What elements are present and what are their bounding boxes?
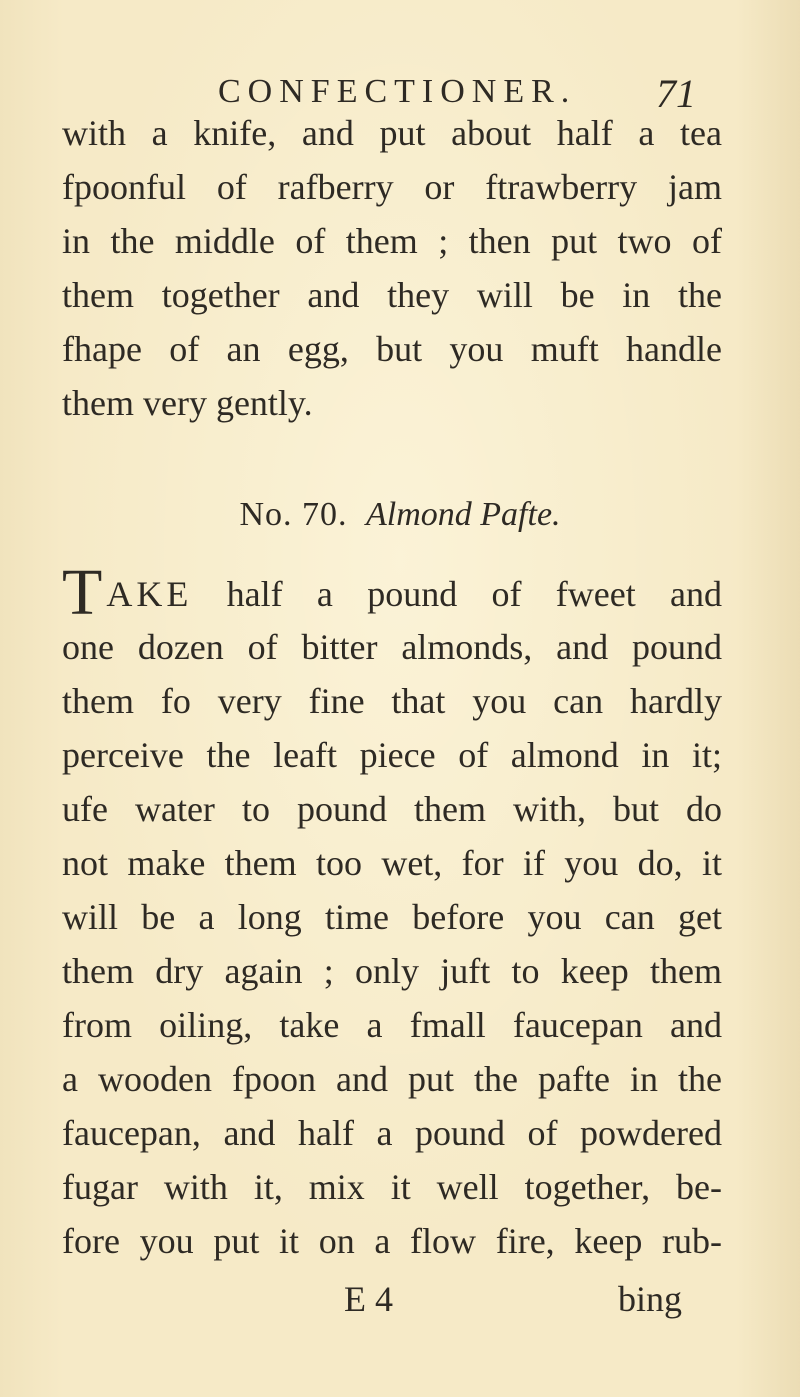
- text-line: a wooden fpoon and put the pafte in the: [62, 1059, 722, 1099]
- text-line: ufe water to pound them with, but do: [62, 789, 722, 829]
- running-head: CONFECTIONER.: [218, 73, 577, 110]
- signature-mark: E 4: [344, 1279, 393, 1319]
- text-line: one dozen of bitter almonds, and pound: [62, 627, 722, 667]
- recipe-number: No. 70.: [239, 496, 348, 533]
- text-line: fhape of an egg, but you muft handle: [62, 329, 722, 369]
- text-line: faucepan, and half a pound of powdered: [62, 1113, 722, 1153]
- opening-word-rest: AKE: [106, 574, 193, 614]
- text-line: not make them too wet, for if you do, it: [62, 843, 722, 883]
- recipe-heading: [0, 488, 800, 542]
- text-line: fpoonful of rafberry or ftrawberry jam: [62, 167, 722, 207]
- recipe-title: Almond Pafte.: [366, 496, 561, 533]
- opening-word: [62, 556, 193, 629]
- text-line: them fo very fine that you can hardly: [62, 681, 722, 721]
- text-line: in the middle of them ; then put two of: [62, 221, 722, 261]
- catchword: bing: [618, 1279, 683, 1319]
- page-number: 71: [656, 71, 696, 116]
- text-line: perceive the leaft piece of almond in it;: [62, 735, 722, 775]
- page-footer: [0, 1272, 800, 1326]
- text-line: them very gently.: [62, 383, 313, 423]
- text-line: fugar with it, mix it well together, be-: [62, 1167, 722, 1207]
- drop-cap: T: [62, 556, 107, 629]
- text-line: with a knife, and put about half a tea: [62, 113, 722, 153]
- text-line: will be a long time before you can get: [62, 897, 722, 937]
- text-line: fore you put it on a flow fire, keep rub-: [62, 1221, 722, 1261]
- text-line-first: [62, 556, 723, 629]
- recipe-paragraph: [62, 556, 723, 1268]
- text-line: from oiling, take a fmall faucepan and: [62, 1005, 722, 1045]
- first-line-text: half a pound of fweet and: [226, 574, 723, 614]
- text-line: them together and they will be in the: [62, 275, 722, 315]
- text-line: them dry again ; only juft to keep them: [62, 951, 722, 991]
- paragraph-continued: [62, 106, 722, 430]
